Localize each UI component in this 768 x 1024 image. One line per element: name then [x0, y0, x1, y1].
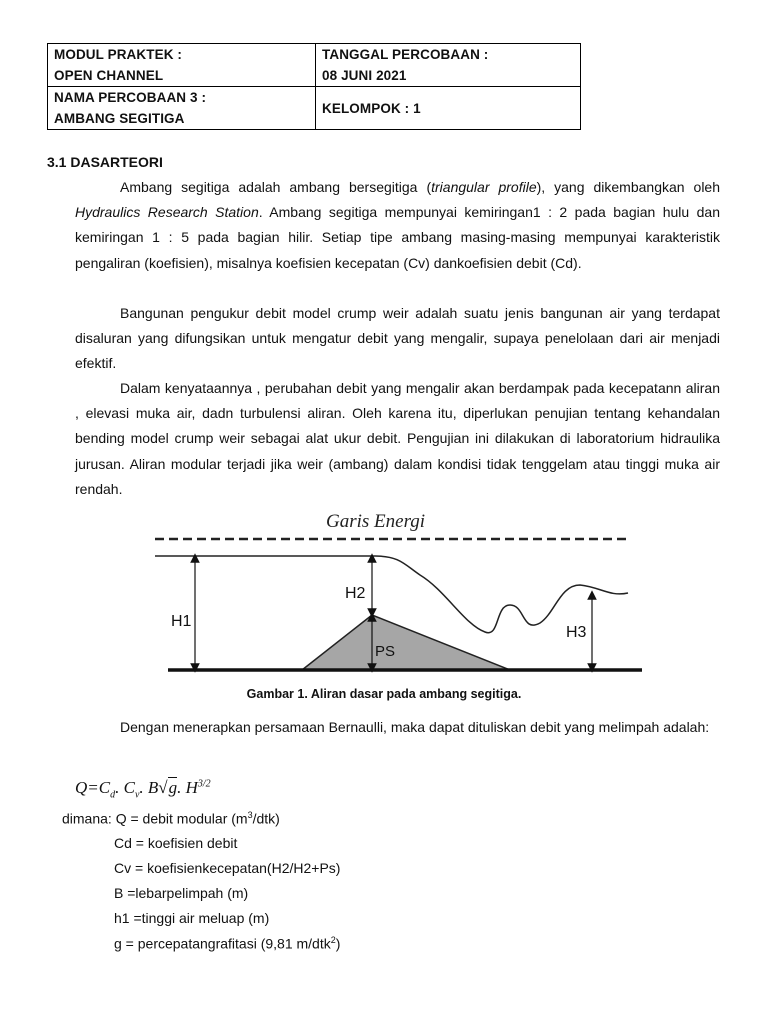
paragraph-3	[75, 376, 720, 502]
tanggal-cell	[316, 44, 581, 87]
def-cd: Cd = koefisien debit	[114, 835, 238, 851]
def-q	[62, 810, 280, 827]
modul-cell	[48, 44, 316, 87]
header-table	[47, 43, 581, 130]
def-cv: Cv = koefisienkecepatan(H2/H2+Ps)	[114, 860, 341, 876]
p1-italic-hrs: Hydraulics Research Station	[75, 204, 259, 221]
formula-cv-sub: v	[134, 789, 140, 801]
formula-cv: . C	[115, 778, 135, 797]
p1-text-c: ), yang dikembangkan oleh	[536, 179, 721, 195]
formula-cd-sub: d	[110, 789, 116, 801]
formula-exponent: 3/2	[197, 778, 211, 790]
sqrt-symbol: √	[158, 778, 168, 797]
p1-text-e: . Ambang segitiga mempunyai kemiringan1 : 2 pada bagian hulu dan kemiringan 1 : 5 pada bagian hilir. Setiap tipe ambang masing-masing mempunyai karakteristik pengaliran (koefisien), misalnya koefisien kecepatan (Cv) dankoefisien debit (Cd).	[75, 204, 720, 271]
h1-label: H1	[171, 613, 192, 630]
formula-q-cd: Q=C	[75, 778, 111, 797]
figure-caption: Gambar 1. Aliran dasar pada ambang segitiga.	[246, 687, 522, 701]
p1-italic-triangular: triangular profile	[431, 179, 537, 195]
def-g-text: g = percepatangrafitasi (9,81 m/dtk	[114, 935, 331, 952]
def-q-text: dimana: Q = debit modular (m	[62, 810, 248, 827]
paragraph-4	[75, 715, 720, 740]
modul-value: OPEN CHANNEL	[54, 68, 164, 83]
p1-text-a: Ambang segitiga adalah ambang bersegitiga (	[120, 179, 432, 195]
nama-label: NAMA PERCOBAAN 3 :	[54, 90, 207, 105]
def-q-end: /dtk)	[252, 810, 280, 827]
def-h1: h1 =tinggi air meluap (m)	[114, 910, 270, 926]
kelompok-text: KELOMPOK : 1	[322, 100, 421, 116]
p3-text: Dalam kenyataannya , perubahan debit yang mengalir akan berdampak pada kecepatann aliran , elevasi muka air, dadn turbulensi aliran. Oleh karena itu, diperlukan penujian tentang kehandalan bending model crump weir sebagai alat ukur debit. Pengujian ini dilakukan di laboratorium hidraulika jurusan. Aliran modular terjadi jika weir (ambang) dalam kondisi tidak tenggelam atau tinggi muka air rendah.	[75, 380, 720, 497]
h2-label: H2	[345, 585, 366, 602]
p2-text: Bangunan pengukur debit model crump weir adalah suatu jenis bangunan air yang terdapat disaluran yang difungsikan untuk mengatur debit yang mengalir, supaya penelolaan dari air menjadi efektif.	[75, 305, 720, 372]
h3-label: H3	[566, 624, 587, 641]
def-b: B =lebarpelimpah (m)	[114, 885, 249, 901]
energy-line-label: Garis Energi	[326, 511, 426, 532]
kelompok-cell	[316, 87, 581, 130]
p4-text: Dengan menerapkan persamaan Bernaulli, maka dapat dituliskan debit yang melimpah adalah:	[120, 719, 710, 735]
tanggal-label: TANGGAL PERCOBAAN :	[322, 47, 489, 62]
def-g	[114, 935, 340, 952]
def-g-end: )	[335, 935, 341, 952]
triangular-weir	[302, 615, 510, 670]
formula-b: . B	[139, 778, 159, 797]
formula-g: g	[168, 778, 178, 797]
discharge-formula	[75, 778, 211, 800]
nama-value: AMBANG SEGITIGA	[54, 111, 185, 126]
ps-label: PS	[375, 643, 396, 660]
def-q-sup: 3	[247, 810, 253, 820]
section-title: 3.1 DASARTEORI	[47, 154, 163, 170]
paragraph-1	[75, 175, 720, 276]
formula-h: . H	[177, 778, 198, 797]
nama-percobaan-cell	[48, 87, 316, 130]
tanggal-value: 08 JUNI 2021	[322, 68, 407, 83]
water-surface	[155, 556, 628, 633]
weir-flow-diagram	[150, 505, 650, 680]
paragraph-2	[75, 301, 720, 377]
modul-label: MODUL PRAKTEK :	[54, 47, 182, 62]
def-g-sup: 2	[330, 935, 336, 945]
